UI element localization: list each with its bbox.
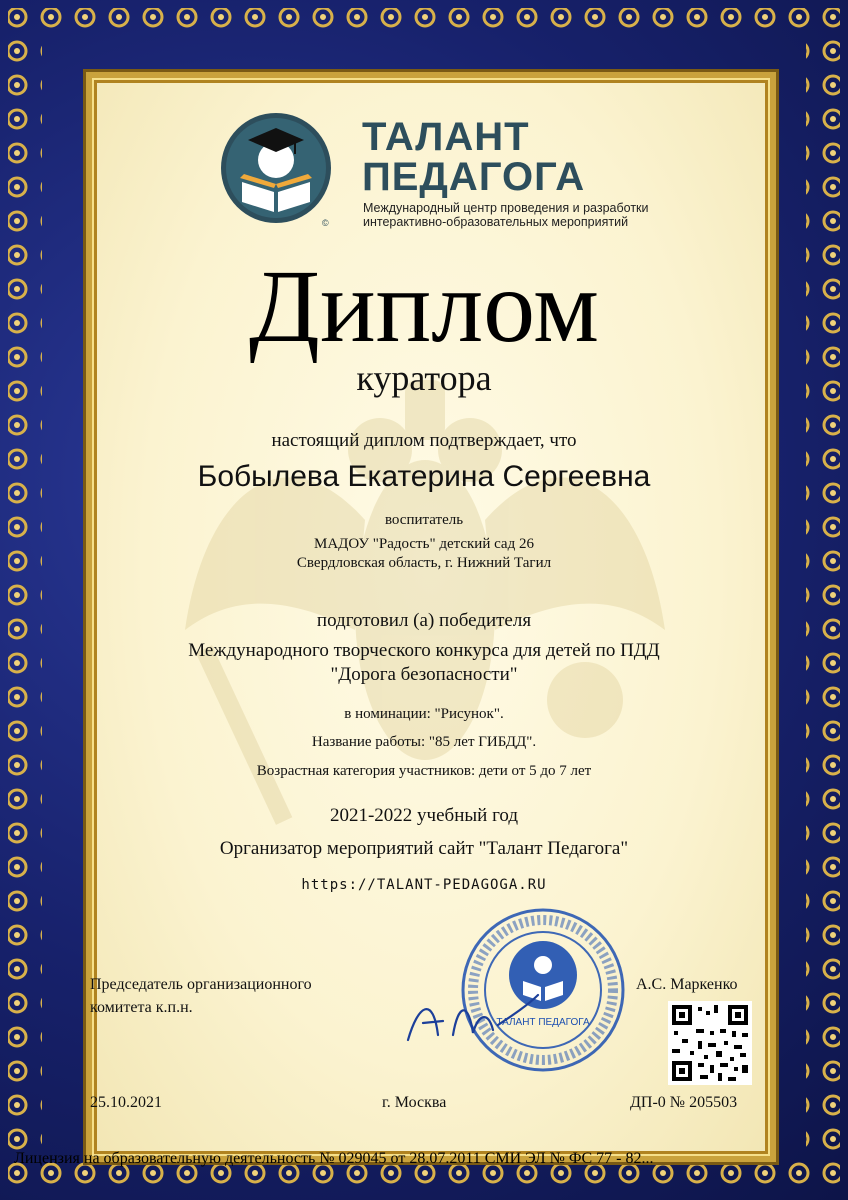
contest-line2: "Дорога безопасности" — [330, 664, 518, 685]
logo-subtitle-line2: интерактивно-образовательных мероприятий — [363, 215, 629, 229]
signer-name: А.С. Маркенко — [636, 976, 738, 993]
logo-title-line1: ТАЛАНТ — [362, 115, 530, 159]
academic-year: 2021-2022 учебный год — [329, 805, 519, 826]
logo-title-line2: ПЕДАГОГА — [362, 155, 586, 199]
qr-code[interactable] — [668, 1001, 752, 1085]
logo-subtitle-line1: Международный центр проведения и разработки — [363, 201, 649, 215]
handwritten-signature — [398, 985, 548, 1055]
recipient-location: Свердловская область, г. Нижний Тагил — [296, 555, 552, 571]
recipient-organization: МАДОУ "Радость" детский сад 26 — [314, 536, 534, 552]
recipient-name: Бобылева Екатерина Сергеевна — [197, 460, 651, 493]
document-number: ДП-0 № 205503 — [630, 1094, 738, 1111]
age-category-text: Возрастная категория участников: дети от 5 до 7 лет — [256, 763, 592, 779]
organizer-text: Организатор мероприятий сайт "Талант Педагога" — [219, 838, 629, 859]
confirm-text: настоящий диплом подтверждает, что — [271, 430, 577, 451]
work-title-text: Название работы: "85 лет ГИБДД". — [311, 734, 537, 750]
svg-text:©: © — [322, 218, 329, 228]
recipient-position: воспитатель — [384, 512, 464, 528]
website-link[interactable]: https://TALANT-PEDAGOGA.RU — [301, 877, 547, 893]
issue-city: г. Москва — [382, 1094, 447, 1111]
graduate-book-icon — [218, 112, 338, 230]
contest-line1: Международного творческого конкурса для детей по ПДД — [188, 640, 660, 661]
nomination-text: в номинации: "Рисунок". — [344, 706, 504, 722]
chair-title-line1: Председатель организационного — [90, 976, 312, 993]
issue-date: 25.10.2021 — [90, 1094, 162, 1111]
chair-title-line2: комитета к.п.н. — [90, 999, 193, 1016]
diploma-title: Диплом — [249, 249, 599, 364]
diploma-subtitle: куратора — [356, 358, 492, 398]
stamp-text: ТАЛАНТ ПЕДАГОГА — [496, 1017, 590, 1028]
license-text: Лицензия на образовательную деятельность № 029045 от 28.07.2011 СМИ ЭЛ № ФС 77 - 82... — [14, 1150, 654, 1167]
achievement-text: подготовил (а) победителя — [316, 610, 532, 631]
